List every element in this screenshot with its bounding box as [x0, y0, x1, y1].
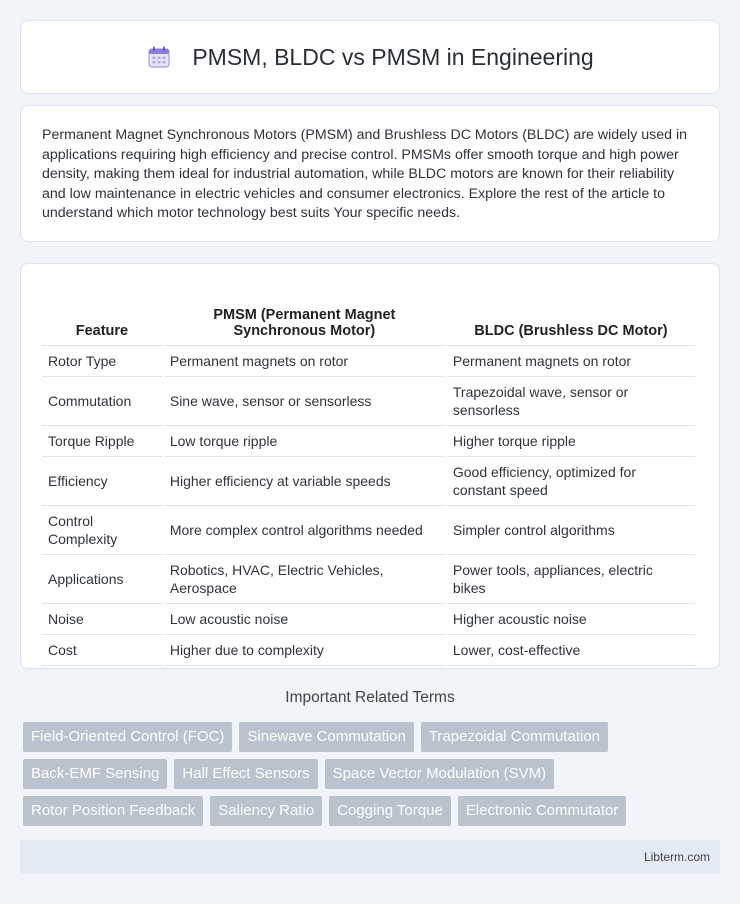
related-terms-title: Important Related Terms — [285, 689, 455, 706]
related-terms-tags — [23, 722, 723, 833]
row-bldc: Power tools, appliances, electric bikes — [447, 555, 695, 604]
row-bldc: Permanent magnets on rotor — [447, 346, 695, 377]
row-feature: Commutation — [42, 377, 162, 426]
header-feature: Feature — [42, 284, 162, 346]
row-bldc: Simpler control algorithms — [447, 506, 695, 555]
row-bldc: Higher acoustic noise — [447, 604, 695, 635]
tag-hall-effect-sensors[interactable]: Hall Effect Sensors — [174, 759, 317, 789]
tag-saliency-ratio[interactable]: Saliency Ratio — [210, 796, 322, 826]
page-title: PMSM, BLDC vs PMSM in Engineering — [192, 43, 594, 70]
row-pmsm: Sine wave, sensor or sensorless — [164, 377, 445, 426]
row-bldc: Lower, cost-effective — [447, 635, 695, 666]
table-row — [42, 604, 695, 635]
row-bldc: Higher torque ripple — [447, 426, 695, 457]
row-feature: Cost — [42, 635, 162, 666]
table-row — [42, 346, 695, 377]
row-pmsm: More complex control algorithms needed — [164, 506, 445, 555]
tag-rotor-position-feedback[interactable]: Rotor Position Feedback — [23, 796, 203, 826]
row-pmsm: Low torque ripple — [164, 426, 445, 457]
row-feature: Rotor Type — [42, 346, 162, 377]
tag-row — [23, 796, 723, 826]
title-card — [20, 20, 720, 94]
header-bldc: BLDC (Brushless DC Motor) — [447, 284, 695, 346]
intro-card — [20, 105, 720, 242]
row-feature: Control Complexity — [42, 506, 162, 555]
calendar-icon — [146, 44, 172, 70]
row-pmsm: Higher efficiency at variable speeds — [164, 457, 445, 506]
header-pmsm: PMSM (Permanent Magnet Synchronous Motor) — [164, 284, 445, 346]
tag-row — [23, 759, 723, 789]
row-pmsm: Low acoustic noise — [164, 604, 445, 635]
tag-electronic-commutator[interactable]: Electronic Commutator — [458, 796, 627, 826]
table-row — [42, 457, 695, 506]
table-header-row — [42, 284, 695, 346]
comparison-table-card — [20, 263, 720, 669]
row-feature: Applications — [42, 555, 162, 604]
table-row — [42, 635, 695, 666]
tag-foc[interactable]: Field-Oriented Control (FOC) — [23, 722, 232, 752]
tag-back-emf-sensing[interactable]: Back-EMF Sensing — [23, 759, 167, 789]
tag-trapezoidal-commutation[interactable]: Trapezoidal Commutation — [421, 722, 608, 752]
tag-sinewave-commutation[interactable]: Sinewave Commutation — [239, 722, 413, 752]
footer — [20, 840, 720, 874]
tag-svm[interactable]: Space Vector Modulation (SVM) — [325, 759, 554, 789]
intro-text: Permanent Magnet Synchronous Motors (PMSM) and Brushless DC Motors (BLDC) are widely used in applications requiring high efficiency and precise control. PMSMs offer smooth torque and high power density, making them ideal for industrial automation, while BLDC motors are known for their reliability and low maintenance in electric vehicles and consumer electronics. Explore the rest of the article to understand which motor technology best suits Your specific needs. — [42, 127, 687, 221]
table-row — [42, 426, 695, 457]
comparison-table — [40, 284, 697, 666]
table-row — [42, 377, 695, 426]
row-feature: Torque Ripple — [42, 426, 162, 457]
table-row — [42, 506, 695, 555]
footer-site-link[interactable]: Libterm.com — [643, 850, 710, 864]
row-pmsm: Higher due to complexity — [164, 635, 445, 666]
row-feature: Efficiency — [42, 457, 162, 506]
row-feature: Noise — [42, 604, 162, 635]
row-pmsm: Robotics, HVAC, Electric Vehicles, Aerospace — [164, 555, 445, 604]
tag-row — [23, 722, 723, 752]
row-pmsm: Permanent magnets on rotor — [164, 346, 445, 377]
tag-cogging-torque[interactable]: Cogging Torque — [329, 796, 451, 826]
row-bldc: Good efficiency, optimized for constant speed — [447, 457, 695, 506]
row-bldc: Trapezoidal wave, sensor or sensorless — [447, 377, 695, 426]
table-row — [42, 555, 695, 604]
